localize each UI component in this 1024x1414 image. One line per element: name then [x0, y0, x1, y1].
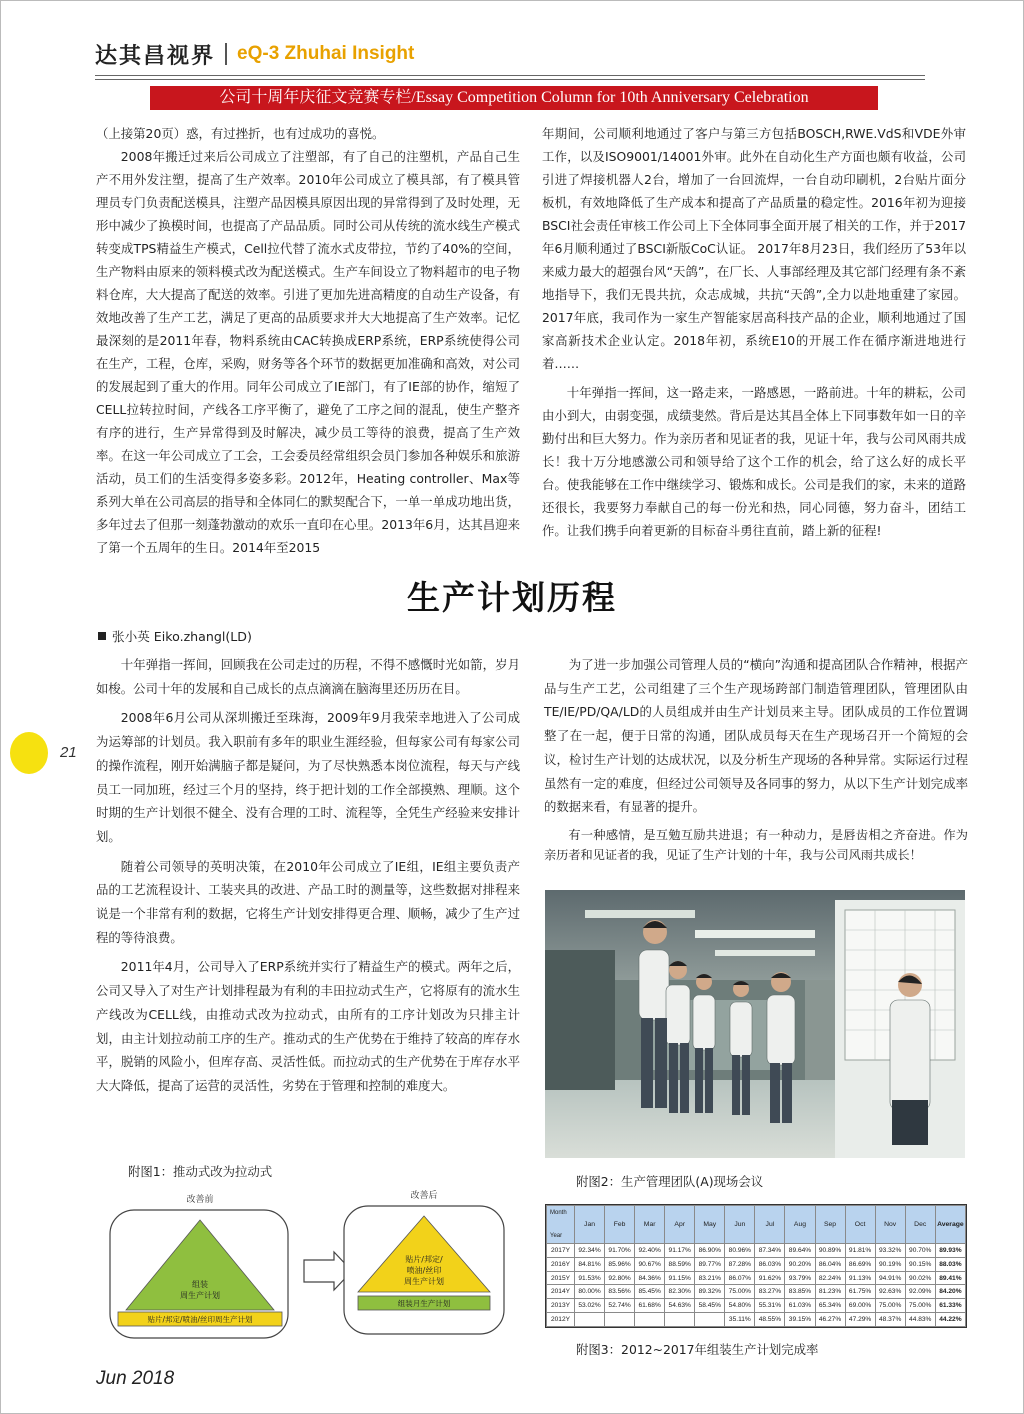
rate-cell: 89.32%	[695, 1285, 725, 1299]
after-top-line3: 周生产计划	[404, 1277, 444, 1286]
table-header-row	[547, 1206, 966, 1244]
rate-cell: 54.63%	[665, 1299, 695, 1313]
rate-cell: 92.40%	[635, 1244, 665, 1258]
month-header: Mar	[635, 1206, 665, 1244]
year-cell: 2012Y	[547, 1313, 575, 1327]
average-cell: 89.41%	[935, 1271, 965, 1285]
before-top-line1: 组装	[192, 1280, 208, 1289]
month-header: Jun	[725, 1206, 755, 1244]
paragraph: （上接第20页）惑，有过挫折，也有过成功的喜悦。	[96, 126, 385, 141]
rate-cell: 75.00%	[875, 1299, 905, 1313]
table-body	[547, 1244, 966, 1327]
rate-cell: 91.13%	[845, 1271, 875, 1285]
year-cell: 2017Y	[547, 1244, 575, 1258]
paragraph: 2011年4月，公司导入了ERP系统并实行了精益生产的模式。两年之后，公司又导入了对生产计划排程最为有利的丰田拉动式生产，它将原有的流水生产线改为CELL线，由推动式改为拉动式，由所有的工序计划改为只排主计划，由主计划拉动前工序的生产。推动式的生产优势在于维持了较高的库存水平，脱销的风险小，但库存高、灵活性低。而拉动式的生产优势在于库存水平大大降低，提高了运营的灵活性，劣势在于管理和控制的难度大。	[96, 959, 520, 1093]
page-dot-icon	[10, 732, 48, 774]
push-to-pull-diagram	[96, 1180, 520, 1350]
before-label: 改善前	[186, 1195, 214, 1205]
continued-article-right-column	[542, 122, 966, 542]
rate-cell: 54.80%	[725, 1299, 755, 1313]
year-cell: 2014Y	[547, 1285, 575, 1299]
brand-name-cn: 达其昌视界	[95, 42, 216, 69]
rate-cell: 75.00%	[905, 1299, 935, 1313]
rate-cell: 91.15%	[665, 1271, 695, 1285]
table-row	[547, 1285, 966, 1299]
rate-cell: 86.04%	[815, 1257, 845, 1271]
issue-date: Jun 2018	[96, 1368, 175, 1389]
rate-cell: 83.21%	[695, 1271, 725, 1285]
article-left-column	[96, 653, 520, 1098]
average-cell: 84.20%	[935, 1285, 965, 1299]
rate-cell: 91.62%	[755, 1271, 785, 1285]
brand-name-en: eQ-3 Zhuhai Insight	[237, 43, 415, 64]
rate-cell: 81.23%	[815, 1285, 845, 1299]
rate-cell: 86.03%	[755, 1257, 785, 1271]
year-cell: 2016Y	[547, 1257, 575, 1271]
month-header: Jan	[575, 1206, 605, 1244]
rate-cell	[575, 1313, 605, 1327]
completion-rate-table	[545, 1204, 967, 1328]
average-cell: 88.03%	[935, 1257, 965, 1271]
rate-cell: 91.53%	[575, 1271, 605, 1285]
rate-cell: 90.70%	[905, 1244, 935, 1258]
rate-cell: 91.81%	[845, 1244, 875, 1258]
corner-month-label: Month	[550, 1210, 567, 1216]
rate-cell: 52.74%	[605, 1299, 635, 1313]
rate-cell: 83.27%	[755, 1285, 785, 1299]
rate-cell: 48.55%	[755, 1313, 785, 1327]
table-row	[547, 1244, 966, 1258]
article-author	[98, 626, 252, 645]
rate-cell: 92.09%	[905, 1285, 935, 1299]
table-row	[547, 1257, 966, 1271]
rate-cell: 85.96%	[605, 1257, 635, 1271]
rate-cell: 75.00%	[725, 1285, 755, 1299]
rate-cell: 48.37%	[875, 1313, 905, 1327]
after-top-line2: 喷油/丝印	[406, 1266, 442, 1275]
month-header: Aug	[785, 1206, 815, 1244]
author-name: 张小英 Eiko.zhangl(LD)	[112, 629, 252, 644]
completion-rate-table-grid	[546, 1205, 966, 1327]
table-row	[547, 1299, 966, 1313]
figure3-caption: 附图3：2012~2017年组装生产计划完成率	[576, 1342, 819, 1357]
paragraph: 十年弹指一挥间，这一路走来，一路感恩，一路前进。十年的耕耘，公司由小到大，由弱变强，成绩斐然。背后是达其昌全体上下同事数年如一日的辛勤付出和巨大努力。作为亲历者和见证者的我，见证十年，我与公司风雨共成长！我十万分地感激公司和领导给了这个工作的机会，给了这么好的成长平台。使我能够在工作中继续学习、锻炼和成长。公司是我们的家，未来的道路还很长，我要努力奉献自己的每一份光和热，同心同德，努力奋斗，团结工作。让我们携手向着更新的目标奋斗勇往直前，踏上新的征程!	[542, 385, 966, 538]
rate-cell: 86.69%	[845, 1257, 875, 1271]
bullet-square-icon	[98, 632, 106, 640]
paragraph: 为了进一步加强公司管理人员的“横向”沟通和提高团队合作精神，根据产品与生产工艺，公司组建了三个生产现场跨部门制造管理团队，管理团队由TE/IE/PD/QA/LD的人员组成并由生产计划员来主导。团队成员的工作位置调整了在一起，便于日常的沟通，团队成员每天在生产现场召开一个简短的会议，检讨生产计划的达成状况，以及分析生产现场的各种异常。实际运行过程虽然有一定的难度，但经过公司领导及各同事的努力，从以下生产计划完成率的数据来看，有显著的提升。	[544, 657, 968, 815]
rate-cell: 92.34%	[575, 1244, 605, 1258]
page-number: 21	[60, 744, 77, 761]
after-label: 改善后	[410, 1191, 438, 1201]
month-header: Sep	[815, 1206, 845, 1244]
article-title: 生产计划历程	[407, 578, 617, 617]
rate-cell: 84.36%	[635, 1271, 665, 1285]
rate-cell: 61.68%	[635, 1299, 665, 1313]
rate-cell: 86.07%	[725, 1271, 755, 1285]
rate-cell: 82.30%	[665, 1285, 695, 1299]
rate-cell: 65.34%	[815, 1299, 845, 1313]
rate-cell: 69.00%	[845, 1299, 875, 1313]
rate-cell: 84.81%	[575, 1257, 605, 1271]
after-top-line1: 贴片/邦定/	[405, 1255, 443, 1264]
rate-cell: 87.28%	[725, 1257, 755, 1271]
rate-cell: 82.24%	[815, 1271, 845, 1285]
rate-cell: 53.02%	[575, 1299, 605, 1313]
rate-cell: 80.96%	[725, 1244, 755, 1258]
rate-cell: 89.77%	[695, 1257, 725, 1271]
rate-cell: 46.27%	[815, 1313, 845, 1327]
rate-cell: 90.89%	[815, 1244, 845, 1258]
rate-cell: 80.00%	[575, 1285, 605, 1299]
month-header: Feb	[605, 1206, 635, 1244]
month-header: Apr	[665, 1206, 695, 1244]
rate-cell: 90.67%	[635, 1257, 665, 1271]
rate-cell: 47.29%	[845, 1313, 875, 1327]
corner-year-label: Year	[550, 1233, 563, 1239]
header-rule-bottom	[95, 79, 925, 80]
paragraph: 十年弹指一挥间，回顾我在公司走过的历程，不得不感慨时光如箭，岁月如梭。公司十年的发展和自己成长的点点滴滴在脑海里还历历在目。	[96, 657, 520, 696]
continued-article-left-column	[96, 122, 520, 559]
rate-cell: 93.32%	[875, 1244, 905, 1258]
month-header: Oct	[845, 1206, 875, 1244]
figure1-caption: 附图1：推动式改为拉动式	[128, 1164, 273, 1179]
rate-cell: 93.79%	[785, 1271, 815, 1285]
rate-cell: 94.91%	[875, 1271, 905, 1285]
month-header: May	[695, 1206, 725, 1244]
header-divider	[225, 43, 227, 65]
rate-cell: 89.64%	[785, 1244, 815, 1258]
rate-cell: 55.31%	[755, 1299, 785, 1313]
rate-cell: 90.15%	[905, 1257, 935, 1271]
rate-cell: 90.19%	[875, 1257, 905, 1271]
rate-cell: 85.45%	[635, 1285, 665, 1299]
month-header: Dec	[905, 1206, 935, 1244]
month-header: Nov	[875, 1206, 905, 1244]
table-row	[547, 1313, 966, 1327]
rate-cell: 92.63%	[875, 1285, 905, 1299]
rate-cell: 91.17%	[665, 1244, 695, 1258]
before-top-line2: 周生产计划	[180, 1291, 220, 1300]
rate-cell: 83.56%	[605, 1285, 635, 1299]
paragraph: 随着公司领导的英明决策，在2010年公司成立了IE组，IE组主要负责产品的工艺流程设计、工装夹具的改进、产品工时的测量等，这些数据对排程来说是一个非常有利的数据，它将生产计划安排得更合理、顺畅，减少了生产过程的等待浪费。	[96, 858, 520, 945]
paragraph: 2008年6月公司从深圳搬迁至珠海，2009年9月我荣幸地进入了公司成为运筹部的计划员。我入职前有多年的职业生涯经验，但每家公司有每家公司的操作流程，刚开始满脑子都是疑问，为了尽快熟悉本岗位流程，每天与产线员工一同加班，经过三个月的坚持，终于把计划的工作全部摸熟、理顺。这个时期的生产计划很不健全、没有合理的工时、流程等，全凭生产经验来安排计划。	[96, 710, 520, 844]
rate-cell: 39.15%	[785, 1313, 815, 1327]
average-cell: 89.93%	[935, 1244, 965, 1258]
average-cell: 44.22%	[935, 1313, 965, 1327]
magazine-header	[95, 36, 414, 72]
paragraph: 有一种感情，是互勉互励共进退；有一种动力，是唇齿相之齐奋进。作为亲历者和见证者的我，见证了生产计划的十年，我与公司风雨共成长！	[544, 827, 968, 862]
average-cell: 61.33%	[935, 1299, 965, 1313]
figure2-caption: 附图2：生产管理团队(A)现场会议	[576, 1174, 764, 1189]
month-header: Average	[935, 1206, 965, 1244]
rate-cell	[635, 1313, 665, 1327]
rate-cell	[665, 1313, 695, 1327]
rate-cell: 61.75%	[845, 1285, 875, 1299]
rate-cell: 83.85%	[785, 1285, 815, 1299]
before-base-text: 贴片/邦定/喷油/丝印周生产计划	[147, 1315, 253, 1324]
year-cell: 2013Y	[547, 1299, 575, 1313]
team-meeting-photo	[545, 890, 965, 1158]
header-rule-top	[95, 75, 925, 76]
paragraph: 2008年搬迁过来后公司成立了注塑部，有了自己的注塑机，产品自己生产不用外发注塑，提高了生产效率。2010年公司成立了模具部，有了模具管理员专门负责配送模具，注塑产品因模具原因出现的异常得到了及时处理，无形中减少了换模时间，也提高了产品品质。同时公司从传统的流水线生产模式转变成TPS精益生产模式，Cell拉代替了流水式皮带拉，节约了40%的空间，生产物料由原来的领料模式改为配送模式。生产车间设立了物料超市的电子物料仓库，大大提高了配送的效率。引进了更加先进高精度的自动生产设备，有效地改善了生产工艺，满足了更高的品质要求并大大地提高了生产效率。记忆最深刻的是2011年春，物料系统由CAC转换成ERP系统，ERP系统使得公司在生产，工程，仓库，采购，财务等各个环节的数据更加准确和高效，对公司的发展起到了重大的作用。同年公司成立了IE部门，有了IE部的协作，缩短了CELL拉转拉时间，产线各工序平衡了，避免了工序之间的混乱，使生产整齐有序的进行，生产异常得到及时解决，减少员工等待的浪费，提高了生产效率。在这一年公司成立了工会，工会委员经常组织会员门参加各种娱乐和旅游活动，员工们的生活变得多姿多彩。2012年，Heating controller、Max等系列大单在公司高层的指导和全体同仁的默契配合下，一单一单成功地出货，多年过去了但那一刻蓬勃激动的欢乐一直印在心里。2013年6月，达其昌迎来了第一个五周年的生日。2014年至2015	[96, 149, 520, 555]
rate-cell: 35.11%	[725, 1313, 755, 1327]
rate-cell	[605, 1313, 635, 1327]
rate-cell: 87.34%	[755, 1244, 785, 1258]
table-row	[547, 1271, 966, 1285]
rate-cell: 61.03%	[785, 1299, 815, 1313]
rate-cell: 92.80%	[605, 1271, 635, 1285]
month-header: Jul	[755, 1206, 785, 1244]
rate-cell: 90.02%	[905, 1271, 935, 1285]
rate-cell: 88.59%	[665, 1257, 695, 1271]
column-banner: 公司十周年庆征文竞赛专栏/Essay Competition Column for 10th Anniversary Celebration	[150, 86, 878, 110]
article-right-column	[544, 653, 968, 865]
table-corner-cell	[547, 1206, 575, 1244]
rate-cell: 58.45%	[695, 1299, 725, 1313]
paragraph: 年期间，公司顺利地通过了客户与第三方包括BOSCH,RWE.VdS和VDE外审工作，以及ISO9001/14001外审。此外在自动化生产方面也颇有收益，公司引进了焊接机器人2台，增加了一台回流焊，一台自动印刷机，2台贴片面分板机，有效地降低了生产成本和提高了产品质量的稳定性。2016年初为迎接BSCI社会责任审核工作公司上下全体同事全面开展了相关的工作，并于2017年6月顺利通过了BSCI新版CoC认证。 2017年8月23日，我们经历了53年以来威力最大的超强台风“天鸽”，在厂长、人事部经理及其它部门经理有条不紊地指导下，我们无畏共抗，众志成城，共抗“天鸽”,全力以赴地重建了家园。2017年底，我司作为一家生产智能家居高科技产品的企业，顺利地通过了国家高新技术企业认定。2018年初，系统E10的开展工作在循序渐进地进行着……	[542, 126, 966, 371]
year-cell: 2015Y	[547, 1271, 575, 1285]
rate-cell: 90.20%	[785, 1257, 815, 1271]
after-base-text: 组装月生产计划	[397, 1299, 451, 1308]
rate-cell: 44.83%	[905, 1313, 935, 1327]
rate-cell	[695, 1313, 725, 1327]
rate-cell: 86.90%	[695, 1244, 725, 1258]
rate-cell: 91.70%	[605, 1244, 635, 1258]
